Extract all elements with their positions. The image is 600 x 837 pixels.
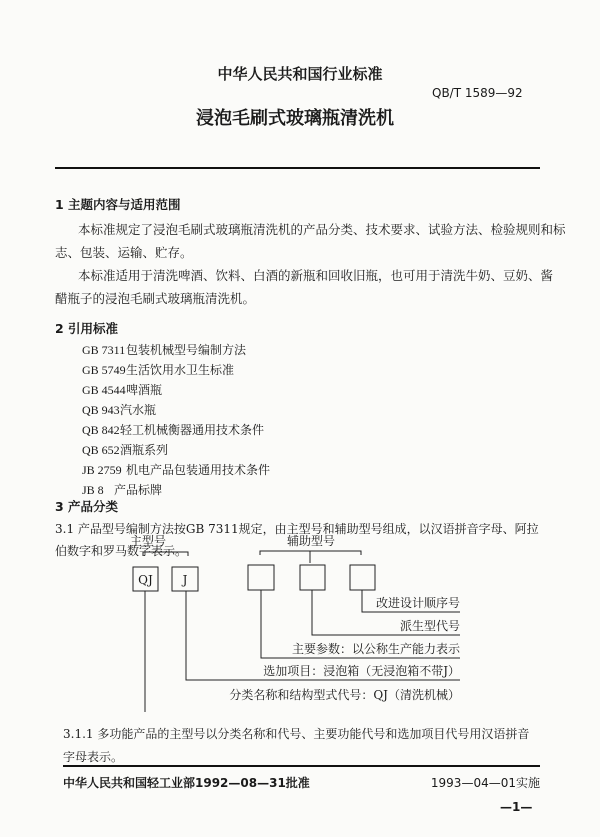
- section-1-line: 醋瓶子的浸泡毛刷式玻璃瓶清洗机。: [55, 291, 256, 306]
- reference-name: 机电产品包装通用技术条件: [126, 463, 271, 477]
- section-1-heading: 1 主题内容与适用范围: [55, 197, 181, 212]
- reference-code: JB 2759: [82, 463, 122, 477]
- reference-code: QB 943: [82, 403, 120, 417]
- page-number: —1—: [500, 800, 533, 814]
- section-1-line: 志、包装、运输、贮存。: [55, 245, 193, 260]
- reference-name: 汽水瓶: [120, 403, 157, 417]
- effective-date: 1993—04—01实施: [430, 776, 540, 790]
- clause-3-1-line: 3.1 产品型号编制方法按GB 7311规定，由主型号和辅助型号组成，以汉语拼音字母、阿拉: [55, 522, 539, 536]
- reference-name: 产品标牌: [114, 483, 163, 497]
- approval-text: 中华人民共和国轻工业部1992—08—31批准: [63, 776, 310, 790]
- standard-category: 中华人民共和国行业标准: [217, 65, 383, 83]
- reference-code: GB 4544: [82, 383, 126, 397]
- clause-3-1-1-line: 3.1.1 多功能产品的主型号以分类名称和代号、主要功能代号和选加项目代号用汉语拼音: [63, 727, 530, 741]
- section-1-line: 本标准适用于清洗啤酒、饮料、白酒的新瓶和回收旧瓶，也可用于清洗牛奶、豆奶、酱: [78, 268, 554, 283]
- section-2-heading: 2 引用标准: [55, 321, 119, 336]
- diagram-label: 主要参数：以公称生产能力表示: [291, 642, 460, 656]
- aux-model-label: 辅助型号: [286, 534, 336, 548]
- main-model-label: 主型号: [129, 534, 167, 548]
- reference-code: QB 652: [82, 443, 120, 457]
- section-3-heading: 3 产品分类: [55, 499, 119, 514]
- reference-code: GB 5749: [82, 363, 126, 377]
- document-title: 浸泡毛刷式玻璃瓶清洗机: [196, 108, 394, 129]
- main-code-box-text: QJ: [138, 573, 153, 587]
- reference-name: 酒瓶系列: [120, 443, 169, 457]
- reference-code: JB 8: [82, 483, 104, 497]
- reference-code: GB 7311: [82, 343, 126, 357]
- section-1-line: 本标准规定了浸泡毛刷式玻璃瓶清洗机的产品分类、技术要求、试验方法、检验规则和标: [78, 222, 566, 237]
- reference-code: QB 842: [82, 423, 120, 437]
- reference-name: 轻工机械衡器通用技术条件: [120, 423, 265, 437]
- standard-number: QB/T 1589—92: [432, 86, 523, 100]
- diagram-label: 改进设计顺序号: [375, 596, 460, 610]
- diagram-label: 选加项目：浸泡箱（无浸泡箱不带J）: [263, 664, 460, 678]
- clause-3-1-1-line: 字母表示。: [63, 750, 124, 764]
- clause-3-1-line: 伯数字和罗马数字表示。: [55, 544, 188, 558]
- diagram-label: 分类名称和结构型式代号：QJ（清洗机械）: [229, 688, 460, 702]
- diagram-label: 派生型代号: [399, 619, 460, 633]
- reference-name: 生活饮用水卫生标准: [126, 363, 235, 377]
- reference-name: 啤酒瓶: [126, 383, 163, 397]
- footer-rule: [63, 765, 540, 767]
- reference-name: 包装机械型号编制方法: [126, 343, 247, 357]
- option-code-box-text: J: [182, 573, 188, 587]
